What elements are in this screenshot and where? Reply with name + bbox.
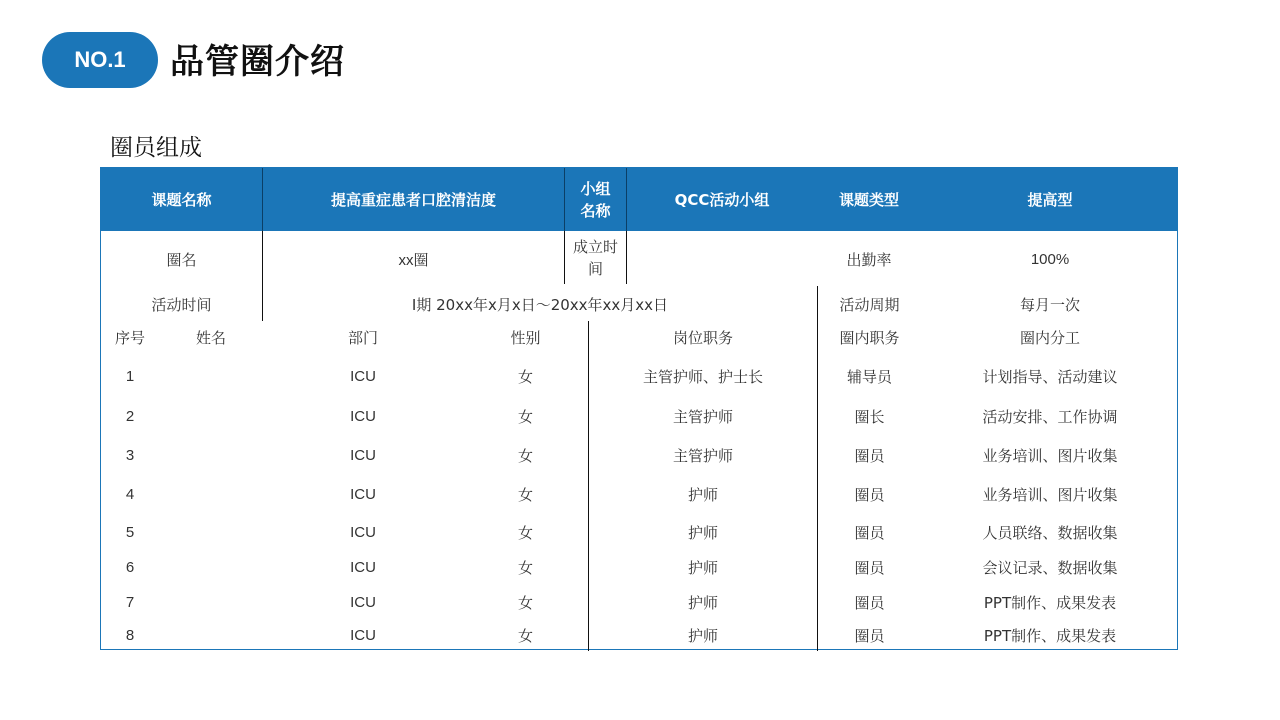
type-label: 课题类型 [838,191,899,209]
topic-value: 提高重症患者口腔清洁度 [330,191,496,209]
member-division: 业务培训、图片收集 [982,486,1118,504]
member-dept: ICU [350,593,376,611]
member-gender: 女 [517,626,533,645]
member-no: 4 [125,486,135,503]
col-no: 序号 [114,329,145,347]
member-position: 护师 [687,593,718,612]
member-division: PPT制作、成果发表 [983,593,1117,612]
member-dept: ICU [350,367,376,385]
table-row [101,475,1179,514]
member-role: 圈员 [854,486,885,504]
table-row [101,356,1179,396]
member-role: 辅导员 [846,367,892,386]
member-division: 活动安排、工作协调 [982,407,1118,426]
table-row [101,396,1179,436]
table-row [101,584,1179,620]
page-title: 品管圈介绍 [170,42,345,82]
col-circle-role: 圈内职务 [839,329,900,347]
member-position: 主管护师 [672,407,733,426]
group-label: 小组 名称 [580,179,611,220]
member-dept: ICU [350,524,376,541]
member-name [159,584,263,620]
member-gender: 女 [517,447,533,465]
member-role: 圈员 [854,593,885,612]
col-position: 岗位职务 [672,329,733,347]
member-division: 计划指导、活动建议 [982,367,1118,386]
group-value: QCC活动小组 [674,191,770,209]
attendance-value: 100% [1030,250,1070,268]
col-dept: 部门 [347,329,378,347]
circle-name-value: xx圈 [398,251,429,269]
section-number: NO.1 [74,47,126,72]
member-role: 圈员 [854,626,885,645]
member-no: 1 [125,367,135,385]
topic-label: 课题名称 [151,191,212,209]
col-name: 姓名 [195,329,226,347]
member-dept: ICU [350,486,376,503]
circle-name-label: 圈名 [166,250,197,269]
member-name [159,514,263,551]
member-division: 会议记录、数据收集 [982,559,1118,577]
member-division: PPT制作、成果发表 [983,626,1117,645]
member-name [159,551,263,584]
member-position: 主管护师 [672,447,733,465]
member-gender: 女 [517,486,533,504]
member-name [159,396,263,436]
member-gender: 女 [517,367,533,386]
member-gender: 女 [517,524,533,542]
col-gender: 性别 [510,329,541,347]
type-value: 提高型 [1027,191,1073,209]
member-name [159,620,263,650]
member-position: 护师 [687,524,718,542]
member-position: 护师 [687,486,718,504]
member-position: 护师 [687,626,718,645]
col-division: 圈内分工 [1019,329,1080,347]
member-role: 圈员 [854,524,885,542]
attendance-label: 出勤率 [846,250,892,269]
activity-time-label: 活动时间 [151,295,212,314]
member-gender: 女 [517,593,533,612]
member-role: 圈员 [854,447,885,465]
member-name [159,356,263,396]
member-dept: ICU [350,626,376,644]
member-gender: 女 [517,407,533,426]
activity-cycle-value: 每月一次 [1019,295,1080,314]
activity-time-value: Ⅰ期 20xx年x月x日～20xx年xx月xx日 [411,295,669,314]
member-role: 圈员 [854,559,885,577]
founded-label: 成立时 间 [572,237,618,278]
table-row [101,436,1179,475]
member-division: 业务培训、图片收集 [982,447,1118,465]
member-no: 6 [125,559,135,576]
member-table [100,167,1178,650]
member-no: 7 [125,593,135,611]
member-division: 人员联络、数据收集 [982,524,1118,542]
activity-cycle-label: 活动周期 [839,295,900,314]
member-gender: 女 [517,559,533,577]
member-position: 主管护师、护士长 [642,367,763,386]
table-row [101,514,1179,551]
member-dept: ICU [350,559,376,576]
member-no: 8 [125,626,135,644]
member-no: 2 [125,407,135,425]
founded-value [627,231,817,287]
member-dept: ICU [350,407,376,425]
member-position: 护师 [687,559,718,577]
section-title: 圈员组成 [110,135,202,161]
member-no: 3 [125,447,135,464]
member-no: 5 [125,524,135,541]
section-number-badge [42,32,158,88]
member-role: 圈长 [854,407,885,426]
table-row [101,551,1179,584]
member-name [159,475,263,514]
member-dept: ICU [350,447,376,464]
member-name [159,436,263,475]
table-row [101,620,1179,650]
